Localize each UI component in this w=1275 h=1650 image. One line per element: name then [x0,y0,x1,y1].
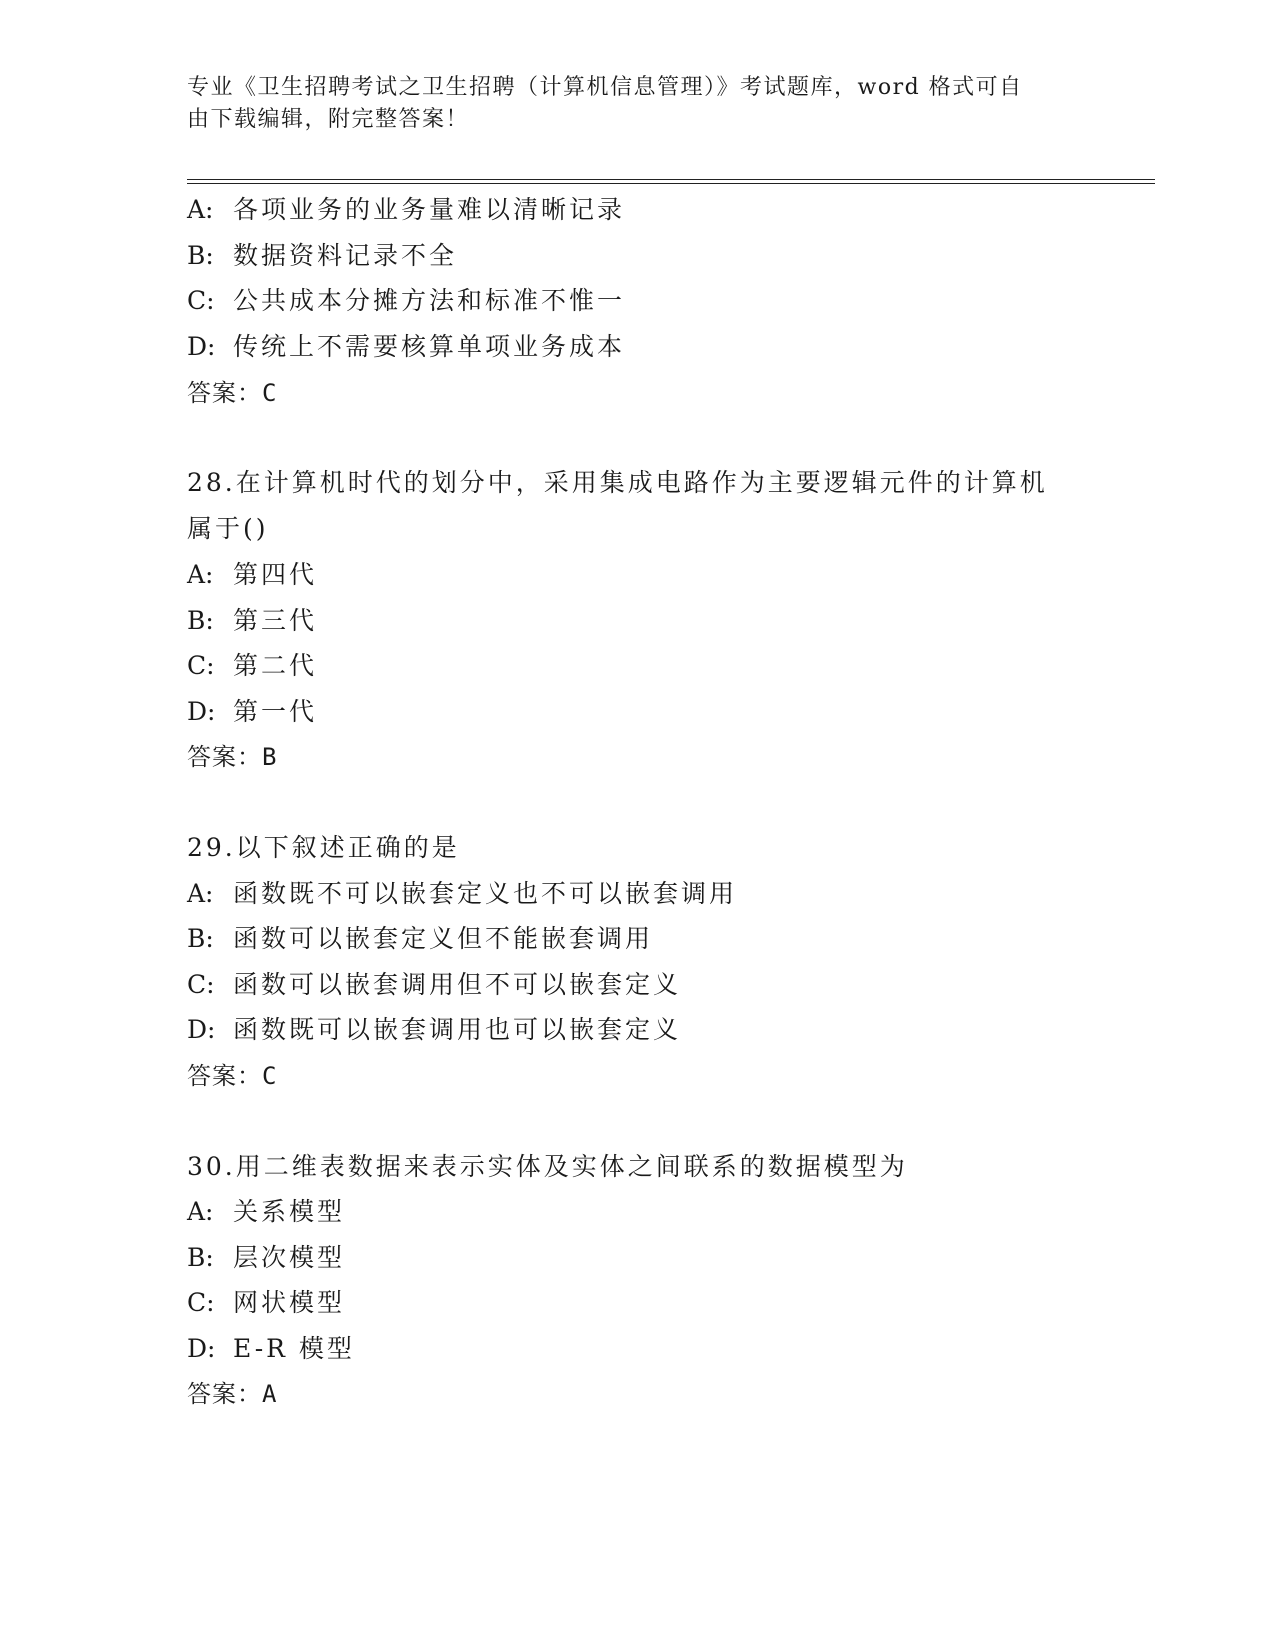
question-28-text: 28.在计算机时代的划分中，采用集成电路作为主要逻辑元件的计算机 [187,468,1048,497]
option-text: 公共成本分摊方法和标准不惟一 [233,286,626,315]
option-c [187,1287,345,1319]
answer-line [187,1378,277,1410]
option-letter: B: [187,1243,214,1272]
answer-label: 答案： [187,1062,262,1090]
answer-value: C [262,379,278,407]
answer-label: 答案： [187,379,262,407]
option-text: 函数既可以嵌套调用也可以嵌套定义 [233,1015,682,1044]
option-d [187,1333,355,1365]
answer-value: B [262,743,278,771]
option-letter: D: [187,697,216,726]
option-letter: C: [187,286,215,315]
header-divider-top [187,179,1155,180]
option-b [187,240,457,272]
document-header [187,72,1087,136]
option-letter: A: [187,560,214,589]
question-29-text: 29.以下叙述正确的是 [187,833,460,862]
option-text: 数据资料记录不全 [233,241,458,270]
answer-value: A [262,1380,278,1408]
option-text: 函数可以嵌套调用但不可以嵌套定义 [233,970,682,999]
answer-label: 答案： [187,743,262,771]
option-text: 第四代 [233,560,318,589]
option-text: 第一代 [233,697,318,726]
option-text: 层次模型 [233,1243,346,1272]
option-text: 传统上不需要核算单项业务成本 [233,332,626,361]
question-30-text: 30.用二维表数据来表示实体及实体之间联系的数据模型为 [187,1152,908,1181]
option-text: 第二代 [233,651,318,680]
option-letter: D: [187,332,216,361]
option-letter: C: [187,651,215,680]
option-d [187,696,317,728]
option-letter: B: [187,241,214,270]
header-line-2: 由下载编辑，附完整答案！ [187,107,470,132]
option-d [187,1014,681,1046]
question-28-text-cont: 属于() [187,514,269,543]
option-letter: D: [187,1015,216,1044]
option-text: 关系模型 [233,1197,346,1226]
option-b [187,923,653,955]
option-a [187,194,625,226]
option-b [187,1242,345,1274]
option-a [187,1196,345,1228]
answer-line [187,1060,277,1092]
answer-value: C [262,1062,278,1090]
option-c [187,285,625,317]
option-letter: C: [187,970,215,999]
answer-line [187,741,277,773]
header-divider-bottom [187,183,1155,184]
option-letter: B: [187,606,214,635]
option-text: 函数可以嵌套定义但不能嵌套调用 [233,924,654,953]
option-letter: A: [187,1197,214,1226]
option-letter: A: [187,195,214,224]
answer-label: 答案： [187,1380,262,1408]
option-b [187,605,317,637]
option-a [187,878,737,910]
option-d [187,331,625,363]
header-line-1: 专业《卫生招聘考试之卫生招聘（计算机信息管理）》考试题库，word 格式可自 [187,75,1023,100]
option-a [187,559,317,591]
option-letter: C: [187,1288,215,1317]
option-text: 函数既不可以嵌套定义也不可以嵌套调用 [233,879,738,908]
option-c [187,969,681,1001]
option-c [187,650,317,682]
option-text: 第三代 [233,606,318,635]
option-text: E-R 模型 [233,1334,355,1363]
option-letter: A: [187,879,214,908]
option-text: 网状模型 [233,1288,346,1317]
option-text: 各项业务的业务量难以清晰记录 [233,195,626,224]
answer-line [187,377,277,409]
option-letter: B: [187,924,214,953]
option-letter: D: [187,1334,216,1363]
